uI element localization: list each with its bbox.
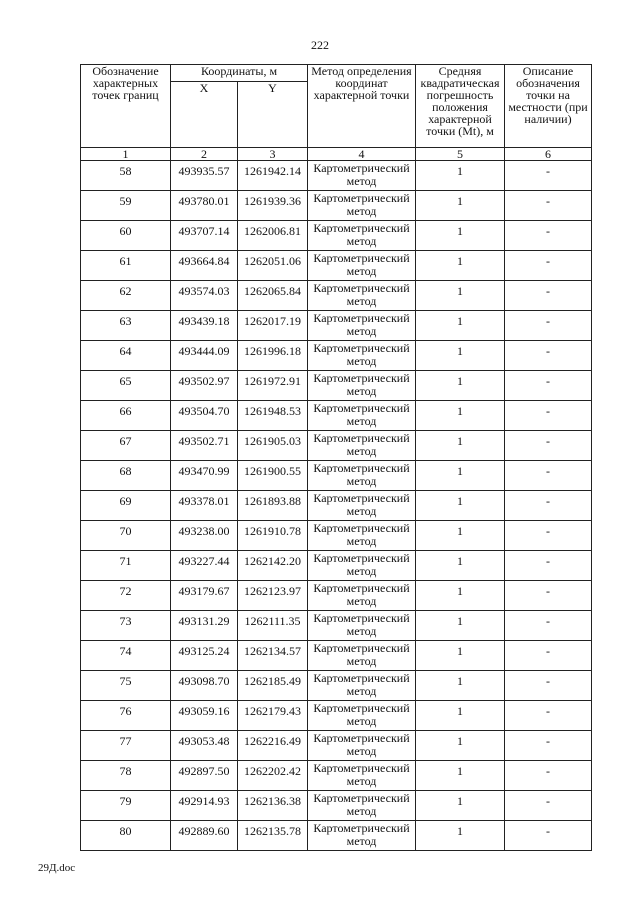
cell-error: 1 bbox=[416, 821, 505, 851]
table-row bbox=[81, 641, 592, 671]
table-row bbox=[81, 431, 592, 461]
table-row bbox=[81, 611, 592, 641]
table-row bbox=[81, 701, 592, 731]
column-number: 6 bbox=[505, 148, 592, 161]
cell-y: 1261948.53 bbox=[238, 401, 308, 431]
cell-description: - bbox=[505, 671, 592, 701]
cell-method: Картометрический метод bbox=[308, 371, 416, 401]
header-point: Обозначение характерных точек границ bbox=[81, 65, 171, 148]
cell-point: 62 bbox=[81, 281, 171, 311]
cell-y: 1262051.06 bbox=[238, 251, 308, 281]
cell-point: 75 bbox=[81, 671, 171, 701]
cell-x: 493502.71 bbox=[171, 431, 238, 461]
cell-x: 493059.16 bbox=[171, 701, 238, 731]
cell-method: Картометрический метод bbox=[308, 551, 416, 581]
cell-y: 1262179.43 bbox=[238, 701, 308, 731]
cell-x: 493125.24 bbox=[171, 641, 238, 671]
cell-point: 73 bbox=[81, 611, 171, 641]
column-number: 2 bbox=[171, 148, 238, 161]
cell-x: 493131.29 bbox=[171, 611, 238, 641]
cell-y: 1261939.36 bbox=[238, 191, 308, 221]
cell-description: - bbox=[505, 491, 592, 521]
cell-description: - bbox=[505, 251, 592, 281]
cell-error: 1 bbox=[416, 371, 505, 401]
column-number: 3 bbox=[238, 148, 308, 161]
cell-description: - bbox=[505, 521, 592, 551]
cell-error: 1 bbox=[416, 701, 505, 731]
cell-point: 64 bbox=[81, 341, 171, 371]
header-error: Средняя квадратическая погрешность положения характерной точки (Mt), м bbox=[416, 65, 505, 148]
cell-description: - bbox=[505, 341, 592, 371]
cell-point: 60 bbox=[81, 221, 171, 251]
cell-point: 78 bbox=[81, 761, 171, 791]
cell-description: - bbox=[505, 191, 592, 221]
cell-point: 71 bbox=[81, 551, 171, 581]
cell-error: 1 bbox=[416, 641, 505, 671]
cell-description: - bbox=[505, 821, 592, 851]
cell-method: Картометрический метод bbox=[308, 431, 416, 461]
cell-error: 1 bbox=[416, 311, 505, 341]
table-row bbox=[81, 311, 592, 341]
cell-point: 59 bbox=[81, 191, 171, 221]
cell-y: 1262135.78 bbox=[238, 821, 308, 851]
cell-description: - bbox=[505, 761, 592, 791]
cell-error: 1 bbox=[416, 461, 505, 491]
cell-method: Картометрический метод bbox=[308, 641, 416, 671]
document-filename: 29Д.doc bbox=[38, 862, 76, 874]
table-row bbox=[81, 371, 592, 401]
header-x: X bbox=[171, 82, 238, 148]
cell-method: Картометрический метод bbox=[308, 701, 416, 731]
cell-x: 493502.97 bbox=[171, 371, 238, 401]
column-number: 4 bbox=[308, 148, 416, 161]
cell-description: - bbox=[505, 311, 592, 341]
cell-method: Картометрический метод bbox=[308, 731, 416, 761]
cell-point: 67 bbox=[81, 431, 171, 461]
table-row bbox=[81, 551, 592, 581]
cell-point: 58 bbox=[81, 161, 171, 191]
cell-error: 1 bbox=[416, 221, 505, 251]
cell-y: 1261972.91 bbox=[238, 371, 308, 401]
cell-description: - bbox=[505, 791, 592, 821]
cell-description: - bbox=[505, 371, 592, 401]
cell-error: 1 bbox=[416, 431, 505, 461]
cell-error: 1 bbox=[416, 611, 505, 641]
cell-y: 1261893.88 bbox=[238, 491, 308, 521]
cell-x: 493664.84 bbox=[171, 251, 238, 281]
cell-x: 493504.70 bbox=[171, 401, 238, 431]
cell-x: 493439.18 bbox=[171, 311, 238, 341]
cell-y: 1261996.18 bbox=[238, 341, 308, 371]
cell-error: 1 bbox=[416, 521, 505, 551]
cell-point: 70 bbox=[81, 521, 171, 551]
cell-method: Картометрический метод bbox=[308, 221, 416, 251]
cell-x: 492889.60 bbox=[171, 821, 238, 851]
table-row bbox=[81, 461, 592, 491]
cell-point: 65 bbox=[81, 371, 171, 401]
table-row bbox=[81, 671, 592, 701]
cell-description: - bbox=[505, 401, 592, 431]
cell-y: 1262134.57 bbox=[238, 641, 308, 671]
cell-description: - bbox=[505, 701, 592, 731]
cell-method: Картометрический метод bbox=[308, 161, 416, 191]
table-row bbox=[81, 281, 592, 311]
cell-x: 493378.01 bbox=[171, 491, 238, 521]
cell-y: 1261910.78 bbox=[238, 521, 308, 551]
cell-error: 1 bbox=[416, 761, 505, 791]
table-row bbox=[81, 821, 592, 851]
cell-point: 69 bbox=[81, 491, 171, 521]
cell-y: 1261900.55 bbox=[238, 461, 308, 491]
table-row bbox=[81, 341, 592, 371]
cell-y: 1262111.35 bbox=[238, 611, 308, 641]
cell-y: 1261905.03 bbox=[238, 431, 308, 461]
cell-point: 74 bbox=[81, 641, 171, 671]
cell-x: 493179.67 bbox=[171, 581, 238, 611]
table-row bbox=[81, 251, 592, 281]
cell-point: 77 bbox=[81, 731, 171, 761]
cell-point: 63 bbox=[81, 311, 171, 341]
table-body bbox=[81, 161, 592, 851]
cell-method: Картометрический метод bbox=[308, 191, 416, 221]
cell-x: 493444.09 bbox=[171, 341, 238, 371]
cell-x: 492914.93 bbox=[171, 791, 238, 821]
cell-y: 1262136.38 bbox=[238, 791, 308, 821]
cell-description: - bbox=[505, 611, 592, 641]
cell-description: - bbox=[505, 461, 592, 491]
cell-method: Картометрический метод bbox=[308, 311, 416, 341]
cell-error: 1 bbox=[416, 731, 505, 761]
header-y: Y bbox=[238, 82, 308, 148]
cell-error: 1 bbox=[416, 551, 505, 581]
cell-method: Картометрический метод bbox=[308, 521, 416, 551]
cell-x: 493238.00 bbox=[171, 521, 238, 551]
cell-point: 72 bbox=[81, 581, 171, 611]
table-row bbox=[81, 521, 592, 551]
column-number: 5 bbox=[416, 148, 505, 161]
cell-error: 1 bbox=[416, 401, 505, 431]
cell-error: 1 bbox=[416, 191, 505, 221]
cell-method: Картометрический метод bbox=[308, 761, 416, 791]
cell-x: 493470.99 bbox=[171, 461, 238, 491]
header-method: Метод определения координат характерной точки bbox=[308, 65, 416, 148]
cell-x: 493098.70 bbox=[171, 671, 238, 701]
table-row bbox=[81, 491, 592, 521]
cell-error: 1 bbox=[416, 341, 505, 371]
cell-description: - bbox=[505, 551, 592, 581]
table-row bbox=[81, 221, 592, 251]
cell-error: 1 bbox=[416, 791, 505, 821]
cell-method: Картометрический метод bbox=[308, 461, 416, 491]
cell-x: 493935.57 bbox=[171, 161, 238, 191]
cell-error: 1 bbox=[416, 161, 505, 191]
cell-point: 80 bbox=[81, 821, 171, 851]
cell-method: Картометрический метод bbox=[308, 581, 416, 611]
table-row bbox=[81, 401, 592, 431]
cell-method: Картометрический метод bbox=[308, 281, 416, 311]
table-row bbox=[81, 161, 592, 191]
cell-y: 1262017.19 bbox=[238, 311, 308, 341]
table-row bbox=[81, 731, 592, 761]
cell-y: 1262216.49 bbox=[238, 731, 308, 761]
cell-x: 493574.03 bbox=[171, 281, 238, 311]
cell-error: 1 bbox=[416, 251, 505, 281]
cell-y: 1262006.81 bbox=[238, 221, 308, 251]
table-row bbox=[81, 791, 592, 821]
cell-description: - bbox=[505, 281, 592, 311]
cell-method: Картометрический метод bbox=[308, 491, 416, 521]
cell-x: 493780.01 bbox=[171, 191, 238, 221]
cell-point: 68 bbox=[81, 461, 171, 491]
page-number: 222 bbox=[311, 38, 329, 52]
cell-description: - bbox=[505, 641, 592, 671]
cell-x: 493707.14 bbox=[171, 221, 238, 251]
cell-error: 1 bbox=[416, 581, 505, 611]
cell-method: Картометрический метод bbox=[308, 611, 416, 641]
cell-error: 1 bbox=[416, 281, 505, 311]
cell-point: 66 bbox=[81, 401, 171, 431]
cell-error: 1 bbox=[416, 671, 505, 701]
header-row bbox=[81, 65, 592, 82]
header-description: Описание обозначения точки на местности (при наличии) bbox=[505, 65, 592, 148]
cell-method: Картометрический метод bbox=[308, 251, 416, 281]
cell-y: 1261942.14 bbox=[238, 161, 308, 191]
column-number: 1 bbox=[81, 148, 171, 161]
cell-error: 1 bbox=[416, 491, 505, 521]
cell-x: 492897.50 bbox=[171, 761, 238, 791]
cell-x: 493227.44 bbox=[171, 551, 238, 581]
cell-y: 1262123.97 bbox=[238, 581, 308, 611]
coordinates-table bbox=[80, 64, 592, 851]
cell-x: 493053.48 bbox=[171, 731, 238, 761]
header-coordinates: Координаты, м bbox=[171, 65, 308, 82]
table-row bbox=[81, 761, 592, 791]
table-row bbox=[81, 191, 592, 221]
cell-method: Картометрический метод bbox=[308, 401, 416, 431]
cell-method: Картометрический метод bbox=[308, 341, 416, 371]
cell-point: 76 bbox=[81, 701, 171, 731]
cell-point: 79 bbox=[81, 791, 171, 821]
cell-y: 1262065.84 bbox=[238, 281, 308, 311]
cell-y: 1262202.42 bbox=[238, 761, 308, 791]
cell-method: Картометрический метод bbox=[308, 791, 416, 821]
cell-description: - bbox=[505, 581, 592, 611]
column-number-row bbox=[81, 148, 592, 161]
cell-description: - bbox=[505, 731, 592, 761]
cell-point: 61 bbox=[81, 251, 171, 281]
cell-y: 1262142.20 bbox=[238, 551, 308, 581]
cell-method: Картометрический метод bbox=[308, 821, 416, 851]
cell-method: Картометрический метод bbox=[308, 671, 416, 701]
table-row bbox=[81, 581, 592, 611]
cell-y: 1262185.49 bbox=[238, 671, 308, 701]
cell-description: - bbox=[505, 431, 592, 461]
cell-description: - bbox=[505, 161, 592, 191]
cell-description: - bbox=[505, 221, 592, 251]
